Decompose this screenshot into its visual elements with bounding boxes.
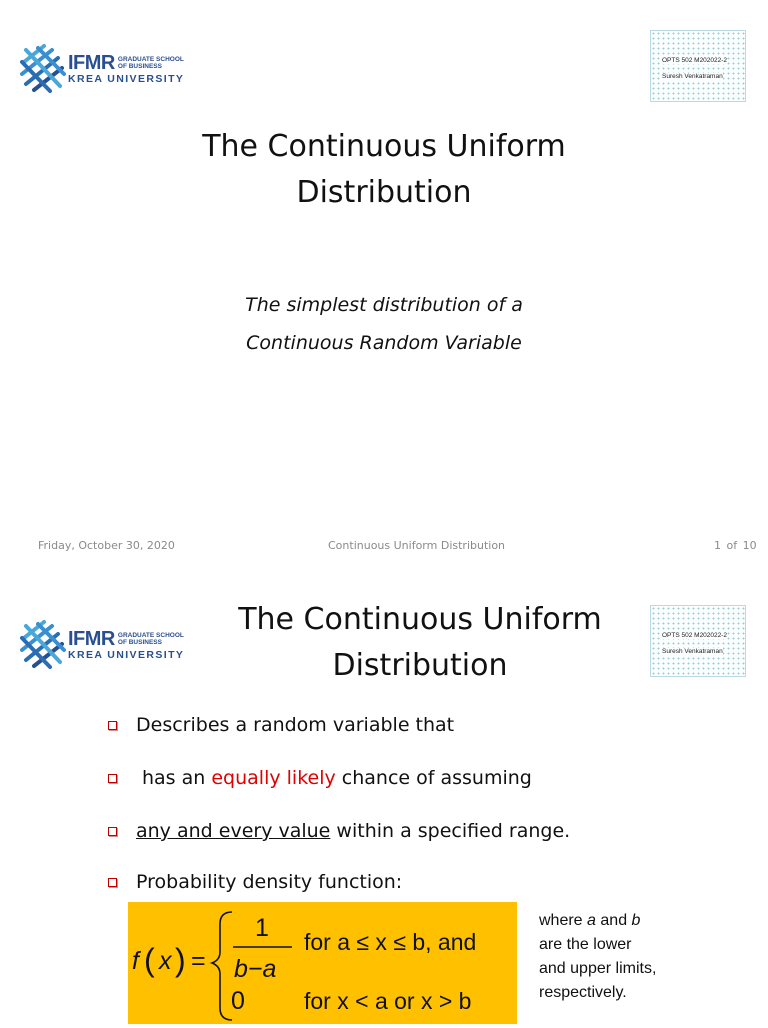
bullet-2-text-pre: has an [142,767,206,789]
bullet-square-icon [108,827,117,836]
ifmr-krea-logo [18,44,184,94]
formula-equals: = [191,947,206,975]
bullet-1 [108,713,454,737]
logo-name: IFMR [68,628,115,650]
footer-date: Friday, October 30, 2020 [38,539,175,552]
logo-school-line1: GRADUATE SCHOOL [117,56,184,63]
slide-subtitle [0,286,768,362]
instructor-name: Suresh Venkatraman [662,648,723,655]
footer-title: Continuous Uniform Distribution [328,539,506,552]
note-line-3: and upper limits, [539,960,657,977]
bullet-2 [108,766,532,790]
course-code: OPTS 502 M202022-2 [662,632,728,639]
logo-mark-icon [18,620,66,670]
formula-case-1: for a ≤ x ≤ b, and [304,929,477,955]
svg-text:): ) [175,942,186,978]
footer-page-number [714,539,757,552]
slide-title [180,597,660,689]
instructor-name: Suresh Venkatraman [662,73,723,80]
bullet-2-emphasis: equally likely [211,767,336,789]
bullet-square-icon [108,721,117,730]
logo-name: IFMR [68,52,115,74]
note-line-4: respectively. [539,984,627,1001]
formula-brace [212,912,232,1020]
bullet-1-text: Describes a random variable that [136,714,455,736]
course-info-box [650,605,746,677]
formula-x: x [159,947,172,975]
note-b: b [631,912,641,929]
limits-note [539,909,656,1005]
note-and: and [600,912,628,929]
formula-case-2: for x < a or x > b [304,988,472,1014]
bullet-4 [108,870,402,894]
pdf-formula-box [128,902,517,1024]
note-line-2: are the lower [539,936,632,953]
note-a: a [587,912,596,929]
logo-university: KREA UNIVERSITY [68,73,185,85]
bullet-square-icon [108,774,117,783]
logo-school-line1: GRADUATE SCHOOL [117,632,184,639]
bullet-3-text-post: within a specified range. [336,820,571,842]
course-code: OPTS 502 M202022-2 [662,57,728,64]
bullet-square-icon [108,878,117,887]
formula-denominator: b−a [234,955,277,983]
page-total: 10 [742,539,757,552]
slide-title [0,124,768,216]
title-line-1: The Continuous Uniform [202,129,566,164]
bullet-3-underlined: any and every value [136,820,331,842]
logo-school-line2: OF BUSINESS [117,63,162,70]
title-line-1: The Continuous Uniform [238,602,602,637]
pdf-formula [128,902,517,1024]
logo-school-line2: OF BUSINESS [117,639,162,646]
formula-f: f [132,947,139,975]
title-line-2: Distribution [296,175,472,210]
bullet-4-text: Probability density function: [136,871,403,893]
title-line-2: Distribution [332,648,508,683]
bullet-2-text-post: chance of assuming [341,767,532,789]
course-info-box [650,30,746,102]
page-current: 1 [714,539,721,552]
formula-zero: 0 [231,987,245,1015]
page-of: of [726,539,738,552]
ifmr-krea-logo [18,620,184,670]
formula-numerator: 1 [255,914,269,942]
note-where: where [539,912,583,929]
logo-university: KREA UNIVERSITY [68,649,185,661]
subtitle-line-2: Continuous Random Variable [246,332,522,354]
logo-mark-icon [18,44,66,94]
bullet-3 [108,819,570,843]
svg-text:(: ( [144,942,155,978]
subtitle-line-1: The simplest distribution of a [245,294,523,316]
